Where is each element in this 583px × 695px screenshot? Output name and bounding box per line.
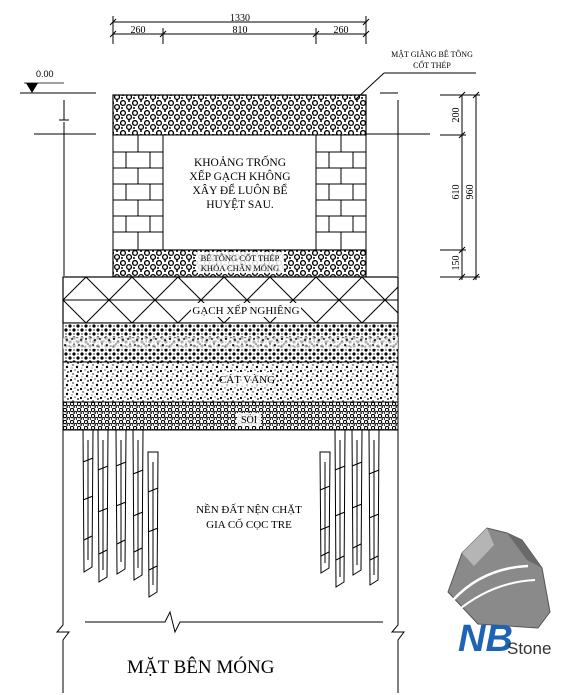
brick-wall-left	[113, 135, 163, 250]
dim-total-height: 960	[465, 184, 476, 200]
dim-base-height: 150	[451, 255, 462, 271]
level-marker	[20, 83, 96, 93]
dim-beam-height: 200	[451, 107, 462, 123]
base-label-line2: KHÓA CHÂN MÓNG	[200, 263, 280, 273]
dim-total-width: 1330	[230, 13, 250, 24]
logo-letters: NB	[458, 618, 513, 660]
tie-beam	[113, 95, 366, 135]
bamboo-piles-left	[83, 430, 158, 597]
level-value: 0.00	[36, 69, 54, 79]
void-label-line4: HUYỆT SAU.	[206, 199, 274, 211]
section-title: MẶT BÊN MÓNG	[127, 657, 275, 678]
dim-void-height: 610	[451, 184, 462, 200]
brick-wall-right	[316, 135, 366, 250]
gravel-layer-label: SỎI	[240, 415, 258, 426]
gravel-layer	[63, 402, 398, 430]
logo-word: Stone	[507, 639, 552, 658]
brick-layer-label: GẠCH XẾP NGHIÊNG	[192, 305, 300, 317]
base-label-line1: BÊ TÔNG CỐT THÉP	[200, 253, 280, 263]
tie-beam-label-line1: MẶT GIẰNG BÊ TÔNG	[391, 50, 473, 59]
nbstone-logo	[448, 528, 551, 660]
dim-left-wall: 260	[130, 25, 146, 36]
dim-right-wall: 260	[333, 25, 349, 36]
soil-label-line2: GIA CỐ CỌC TRE	[206, 519, 292, 531]
bamboo-piles-right	[320, 430, 379, 587]
soil-label-line1: NỀN ĐẤT NỆN CHẶT	[196, 504, 302, 516]
rock-icon	[448, 528, 550, 628]
void-label-line3: XÂY ĐỂ LUÔN BỂ	[192, 185, 288, 197]
tie-beam-callout	[355, 73, 476, 100]
void-label-line2: XẾP GẠCH KHÔNG	[189, 171, 291, 183]
dim-opening: 810	[232, 25, 248, 36]
void-label-line1: KHOẢNG TRỐNG	[193, 157, 287, 169]
tie-beam-label-line2: CỐT THÉP	[413, 61, 451, 70]
sand-layer-label: CÁT VÀNG	[218, 374, 276, 386]
